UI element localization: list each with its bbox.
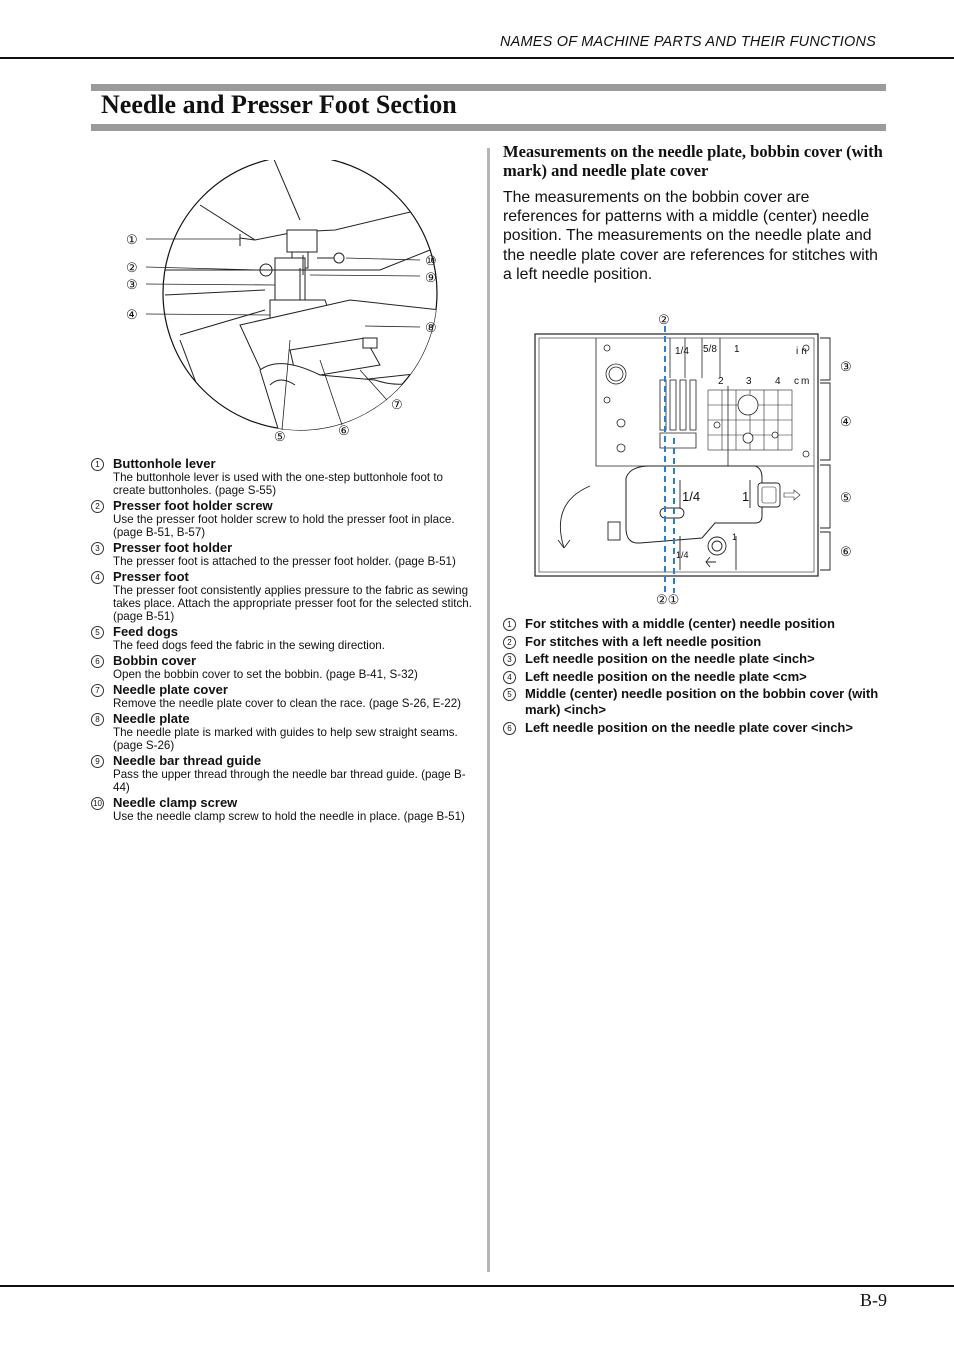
list-item [91,540,475,568]
label-2-top: ② [658,312,670,327]
list-item [91,753,475,794]
cm-mark-2: 2 [718,376,724,387]
item-text: Left needle position on the needle plate <inch> [525,651,815,666]
presser-foot-illustration [120,160,480,450]
callout-4: ④ [126,307,138,322]
item-number: 2 [503,636,516,649]
part-description: The needle plate is marked with guides to help sew straight seams. (page S-26) [113,726,458,752]
part-name: Needle plate cover [113,682,228,697]
item-number: 6 [503,722,516,735]
part-description: Remove the needle plate cover to clean the race. (page S-26, E-22) [113,697,462,710]
callout-8: ⑧ [425,320,437,335]
measurements-intro: The measurements on the bobbin cover are references for patterns with a middle (center) needle position. The measurements on the needle plate and the needle plate cover are references for stitches with a left needle position. [503,189,878,283]
item-number: 9 [91,755,104,768]
part-description: The presser foot consistently applies pressure to the fabric as sewing takes place. Attach the appropriate presser foot for the selected stitch. (page B-51) [113,584,472,623]
label-6: ⑥ [840,544,852,559]
item-number: 3 [91,542,104,555]
list-item [91,456,475,497]
inch-mark-one: 1 [734,344,740,355]
item-number: 8 [91,713,104,726]
list-item [91,711,475,752]
cm-mark-3: 3 [746,376,752,387]
part-name: Needle plate [113,711,190,726]
column-divider [487,148,490,1272]
callout-7: ⑦ [391,397,403,412]
bobbin-mark-quarter: 1/4 [682,489,701,504]
part-description: Use the presser foot holder screw to hold the presser foot in place. (page B-51, B-57) [113,513,455,539]
measurements-list [503,616,887,737]
inch-mark-five-eighths: 5/8 [703,344,717,355]
item-number: 1 [503,618,516,631]
page-number: B-9 [860,1290,887,1310]
inch-unit-label: in [796,346,810,357]
label-5: ⑤ [840,490,852,505]
section-title: Needle and Presser Foot Section [101,90,457,119]
item-number: 7 [91,684,104,697]
part-name: Presser foot holder [113,540,233,555]
item-number: 4 [91,571,104,584]
cm-mark-4: 4 [775,376,781,387]
list-item [503,616,887,632]
header-rule [0,57,954,59]
item-number: 1 [91,458,104,471]
inch-mark-quarter: 1/4 [675,346,689,357]
running-head: NAMES OF MACHINE PARTS AND THEIR FUNCTIONS [499,34,876,50]
list-item [91,569,475,623]
part-name: Presser foot [113,569,189,584]
part-name: Buttonhole lever [113,456,216,471]
bobbin-mark-one: 1 [742,489,750,504]
list-item [91,682,475,710]
part-description: The buttonhole lever is used with the one-step buttonhole foot to create buttonholes. (page S-55) [113,471,443,497]
item-text: For stitches with a left needle position [525,633,762,649]
list-item [91,795,475,823]
needle-plate-diagram [530,308,860,608]
item-number: 6 [91,655,104,668]
cover-mark-one: 1 [732,532,738,542]
item-number: 3 [503,653,516,666]
callout-2: ② [126,260,138,275]
part-name: Needle clamp screw [113,795,238,810]
label-4: ④ [840,414,852,429]
list-item [503,686,887,718]
part-description: The presser foot is attached to the presser foot holder. (page B-51) [113,555,456,568]
list-item [91,653,475,681]
list-item [91,624,475,652]
callout-9: ⑨ [425,270,437,285]
item-text: For stitches with a middle (center) needle position [525,616,835,631]
parts-list [91,456,475,824]
item-text: Left needle position on the needle plate cover <inch> [525,719,853,735]
part-description: The feed dogs feed the fabric in the sewing direction. [113,639,385,652]
item-number: 10 [91,797,104,810]
part-name: Needle bar thread guide [113,753,262,768]
item-text: Left needle position on the needle plate <cm> [525,668,807,684]
list-item [503,720,887,736]
item-text: Middle (center) needle position on the bobbin cover (with mark) <inch> [525,686,879,717]
footer-rule [0,1285,954,1287]
list-item [503,634,887,650]
callout-3: ③ [126,277,138,292]
callout-1: ① [126,232,138,247]
label-3: ③ [840,359,852,374]
title-bar-bottom [91,124,886,131]
part-description: Pass the upper thread through the needle bar thread guide. (page B-44) [113,768,466,794]
callout-6: ⑥ [338,423,350,438]
callout-5: ⑤ [274,429,286,444]
callout-10: ⑩ [425,253,437,268]
label-2-1-bottom: ②① [656,592,680,607]
part-description: Use the needle clamp screw to hold the needle in place. (page B-51) [113,810,465,823]
part-name: Feed dogs [113,624,179,639]
measurements-heading: Measurements on the needle plate, bobbin cover (with mark) and needle plate cover [503,142,883,180]
part-name: Presser foot holder screw [113,498,273,513]
item-number: 4 [503,671,516,684]
list-item [503,669,887,685]
cm-unit-label: cm [794,376,812,387]
cover-mark-quarter: 1/4 [676,550,689,560]
item-number: 5 [91,626,104,639]
part-description: Open the bobbin cover to set the bobbin. (page B-41, S-32) [113,668,418,681]
part-name: Bobbin cover [113,653,197,668]
list-item [91,498,475,539]
list-item [503,651,887,667]
item-number: 2 [91,500,104,513]
item-number: 5 [503,688,516,701]
